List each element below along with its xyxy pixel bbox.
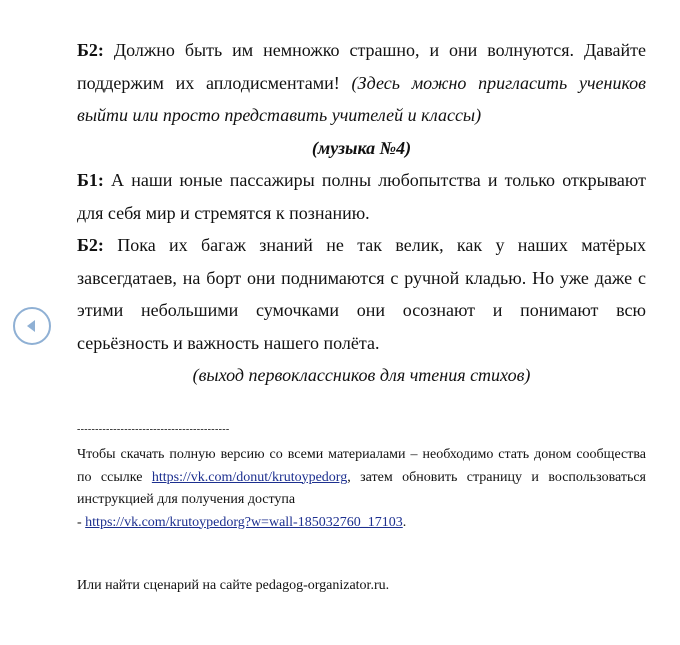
stage-note: (Здесь можно пригласить учеников выйти или просто представить учителей и классы)	[77, 72, 646, 125]
paragraph-b2-first	[77, 34, 646, 132]
footnote-paragraph-link	[77, 512, 646, 535]
footnote	[77, 444, 646, 534]
footnote-paragraph	[77, 444, 646, 512]
speaker-label: Б1:	[77, 170, 104, 190]
previous-page-button[interactable]	[13, 307, 51, 345]
paragraph-text: А наши юные пассажиры полны любопытства и только открывают для себя мир и стремятся к познанию.	[77, 170, 646, 223]
footnote-text: Чтобы скачать полную версию со всеми материалами – необходимо стать доном сообщества по ссылке	[77, 447, 646, 485]
footnote-text: , затем обновить страницу и воспользоваться инструкцией для получения доступа	[77, 469, 646, 507]
arrow-left-icon	[24, 318, 40, 334]
speaker-label: Б2:	[77, 235, 104, 255]
paragraph-text: Пока их багаж знаний не так велик, как у наших матёрых завсегдатаев, на борт они поднимаются с ручной кладью. Но уже даже с этими небольшими сумочками они осознают и понимают всю серьёзность и важность нашего полёта.	[77, 235, 646, 353]
site-note: Или найти сценарий на сайте pedagog-organizator.ru.	[77, 578, 390, 593]
footnote-dash: -	[77, 514, 86, 530]
wall-post-link[interactable]: https://vk.com/krutoypedorg?w=wall-185032760_17103	[85, 514, 403, 530]
donut-link[interactable]: https://vk.com/donut/krutoypedorg	[151, 469, 348, 485]
footnote-end: .	[402, 514, 407, 530]
paragraph-b2-second	[77, 229, 646, 359]
speaker-label: Б2:	[77, 40, 104, 60]
paragraph-text: Должно быть им немножко страшно, и они волнуются. Давайте поддержим их аплодисментами!	[77, 40, 646, 93]
script-body	[77, 34, 646, 392]
footnote-divider: ------------------------------------------	[77, 424, 230, 435]
paragraph-b1	[77, 164, 646, 229]
music-cue: (музыка №4)	[311, 137, 412, 158]
exit-note: (выход первоклассников для чтения стихов)	[192, 365, 531, 385]
